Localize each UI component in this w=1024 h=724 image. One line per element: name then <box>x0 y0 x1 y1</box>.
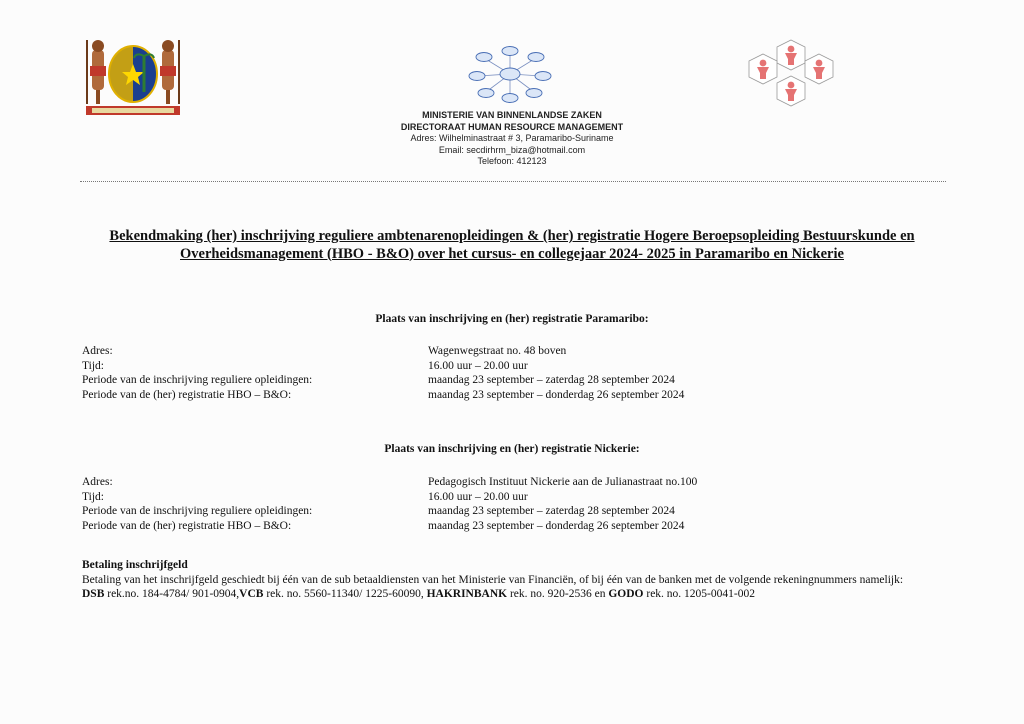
detail-value: maandag 23 september – donderdag 26 september 2024 <box>428 519 685 532</box>
letterhead <box>0 110 1024 168</box>
detail-row <box>82 359 684 374</box>
bank-name: HAKRINBANK <box>426 588 508 600</box>
bank-account: rek. no. 920-2536 en <box>507 588 609 600</box>
detail-value: maandag 23 september – donderdag 26 september 2024 <box>428 388 685 401</box>
directorate-name: DIRECTORAAT HUMAN RESOURCE MANAGEMENT <box>400 121 624 132</box>
bank-name: DSB <box>82 588 105 600</box>
bank-account: rek.no. 184-4784/ 901-0904, <box>104 588 240 600</box>
bank-name: GODO <box>608 588 644 600</box>
detail-row <box>82 344 684 359</box>
bank-name: VCB <box>239 588 264 600</box>
header-divider <box>80 181 946 182</box>
paramaribo-details <box>82 344 684 402</box>
address-line: Adres: Wilhelminastraat # 3, Paramaribo-Suriname <box>410 133 614 143</box>
detail-value: 16.00 uur – 20.00 uur <box>428 359 528 372</box>
detail-value: Wagenwegstraat no. 48 boven <box>428 345 567 357</box>
detail-value: 16.00 uur – 20.00 uur <box>428 490 528 503</box>
hexagon-people-icon <box>738 38 844 112</box>
nickerie-heading: Plaats van inschrijving en (her) registratie Nickerie: <box>384 443 640 455</box>
suriname-coat-of-arms-icon <box>82 36 184 118</box>
bank-account: rek. no. 1205-0041-002 <box>643 588 755 600</box>
detail-value: maandag 23 september – zaterdag 28 september 2024 <box>428 505 675 517</box>
detail-row <box>82 373 684 388</box>
detail-label: Periode van de (her) registratie HBO – B&O: <box>82 519 292 532</box>
detail-label: Periode van de (her) registratie HBO – B&O: <box>82 388 292 401</box>
detail-label: Tijd: <box>82 359 104 372</box>
nickerie-details <box>82 475 697 533</box>
announcement-title: Bekendmaking (her) inschrijving reguliere ambtenarenopleidingen & (her) registratie Hogere Beroepsopleiding Bestuurskunde en Overheidsmanagement (HBO - B&O) over het cursus- en collegejaar 2024- 2025 in Paramaribo en Nickerie <box>109 228 915 262</box>
detail-label: Periode van de inschrijving reguliere opleidingen: <box>82 374 313 386</box>
detail-label: Periode van de inschrijving reguliere opleidingen: <box>82 505 313 517</box>
detail-value: maandag 23 september – zaterdag 28 september 2024 <box>428 374 675 386</box>
detail-row <box>82 504 697 519</box>
detail-row <box>82 475 697 490</box>
bank-accounts <box>82 587 962 602</box>
bank-account: rek. no. 5560-11340/ 1225-60090, <box>263 588 427 600</box>
network-diagram-icon <box>468 44 552 104</box>
detail-row <box>82 490 697 505</box>
payment-text: Betaling van het inschrijfgeld geschiedt bij één van de sub betaaldiensten van het Ministerie van Financiën, of bij één van de banken met de volgende rekeningnummers namelijk: <box>82 573 904 586</box>
detail-label: Adres: <box>82 476 113 488</box>
phone-line: Telefoon: 412123 <box>477 156 547 166</box>
ministry-name: MINISTERIE VAN BINNENLANDSE ZAKEN <box>422 110 602 120</box>
detail-label: Tijd: <box>82 490 104 503</box>
detail-value: Pedagogisch Instituut Nickerie aan de Julianastraat no.100 <box>428 476 698 488</box>
payment-section <box>82 558 962 602</box>
email-line: Email: secdirhrm_biza@hotmail.com <box>438 144 586 155</box>
paramaribo-heading: Plaats van inschrijving en (her) registratie Paramaribo: <box>375 313 649 325</box>
detail-row <box>82 388 684 403</box>
payment-heading: Betaling inschrijfgeld <box>82 559 188 571</box>
detail-row <box>82 519 697 534</box>
detail-label: Adres: <box>82 345 113 357</box>
